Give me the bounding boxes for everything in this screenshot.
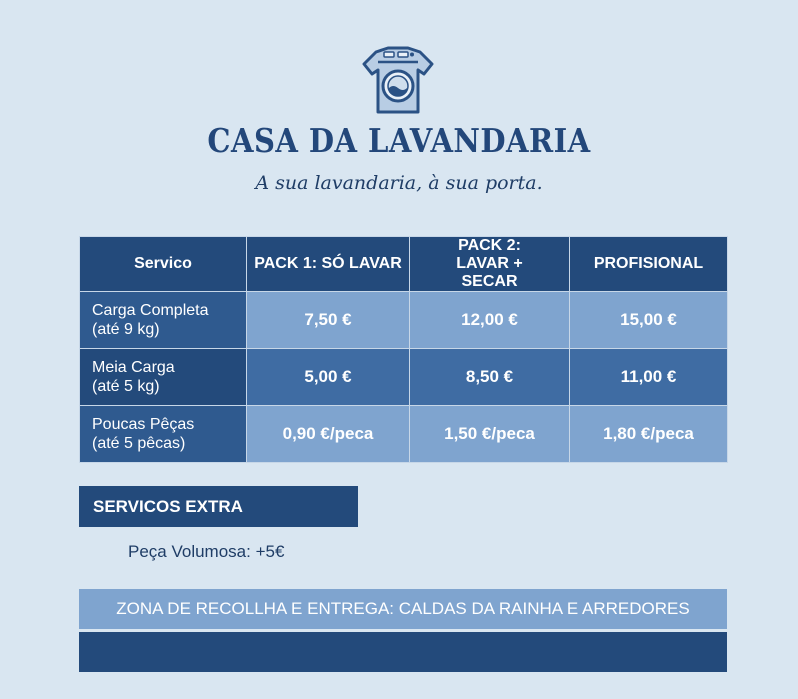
service-detail: (até 9 kg) <box>92 321 160 338</box>
service-label <box>80 406 247 463</box>
service-detail: (até 5 pêcas) <box>92 435 186 452</box>
price-cell: 7,50 € <box>247 292 410 349</box>
footer-bar <box>79 632 727 672</box>
service-detail: (até 5 kg) <box>92 378 160 395</box>
header-pack-2-label: PACK 2: LAVAR + SECAR <box>456 237 523 290</box>
price-table-header-row <box>80 237 728 292</box>
price-cell: 15,00 € <box>570 292 728 349</box>
brand-title: CASA DA LAVANDARIA <box>207 121 591 160</box>
service-name: Poucas Pêças <box>92 416 195 433</box>
header-service: Servico <box>80 237 247 292</box>
header-pack-2 <box>410 237 570 292</box>
service-label <box>80 292 247 349</box>
delivery-zone-banner: ZONA DE RECOLLHA E ENTREGA: CALDAS DA RAINHA E ARREDORES <box>79 589 727 629</box>
table-row <box>80 406 728 463</box>
price-cell: 8,50 € <box>410 349 570 406</box>
service-name: Meia Carga <box>92 359 175 376</box>
header-pack-1: PACK 1: SÓ LAVAR <box>247 237 410 292</box>
washing-machine-shirt-icon <box>362 44 434 116</box>
service-name: Carga Completa <box>92 302 209 319</box>
extras-header: SERVICOS EXTRA <box>79 486 358 527</box>
table-row <box>80 349 728 406</box>
price-cell: 0,90 €/peca <box>247 406 410 463</box>
header-profisional: PROFISIONAL <box>570 237 728 292</box>
price-cell: 11,00 € <box>570 349 728 406</box>
extras-item: Peça Volumosa: +5€ <box>128 542 285 561</box>
price-cell: 1,80 €/peca <box>570 406 728 463</box>
service-label <box>80 349 247 406</box>
price-table <box>79 236 728 463</box>
brand-tagline: A sua lavandaria, à sua porta. <box>255 172 543 194</box>
price-cell: 5,00 € <box>247 349 410 406</box>
price-cell: 12,00 € <box>410 292 570 349</box>
price-cell: 1,50 €/peca <box>410 406 570 463</box>
table-row <box>80 292 728 349</box>
